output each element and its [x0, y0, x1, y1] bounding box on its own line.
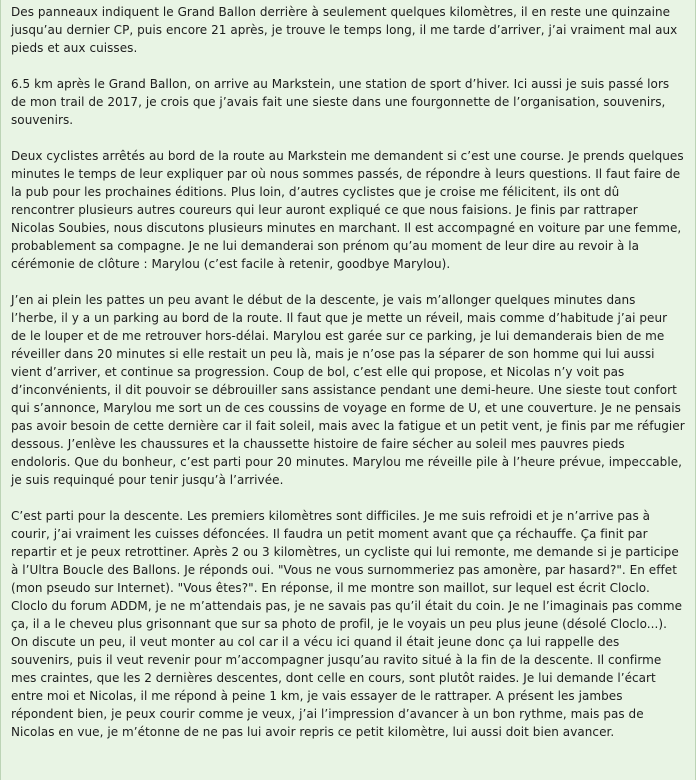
paragraph-cyclists: Deux cyclistes arrêtés au bord de la route au Markstein me demandent si c’est une course. Je prends quelques minutes le temps de leur expliquer par où nous sommes passés, de répondre à leurs questions. Il faut faire de la pub pour les prochaines éditions. Plus loin, d’autres cyclistes que je croise me félicitent, ils ont dû rencontrer plusieurs autres coureurs qui leur auront expliqué ce que nous faisions. Je finis par rattraper Nicolas Soubies, nous discutons plusieurs minutes en marchant. Il est accompagné en voiture par une femme, probablement sa compagne. Je ne lui demanderai son prénom qu’au moment de leur dire au revoir à la cérémonie de clôture : Marylou (c’est facile à retenir, goodbye Marylou). — [11, 149, 684, 271]
paragraph-grand-ballon: Des panneaux indiquent le Grand Ballon derrière à seulement quelques kilomètres, il en reste une quinzaine jusqu’au dernier CP, puis encore 21 après, je trouve le temps long, il me tarde d’arriver, j’ai vraiment mal aux pieds et aux cuisses. — [11, 5, 678, 55]
article-body — [1, 0, 695, 741]
paragraph-descent: C’est parti pour la descente. Les premiers kilomètres sont difficiles. Je me suis refroidi et je n’arrive pas à courir, j’ai vraiment les cuisses défoncées. Il faudra un petit moment avant que ça réchauffe. Ça finit par repartir et je peux retrottiner. Après 2 ou 3 kilomètres, un cycliste qui lui remonte, me demande si je participe à l’Ultra Boucle des Ballons. Je réponds oui. "Vous ne vous surnommeriez pas amonère, par hasard?". En effet (mon pseudo sur Internet). "Vous êtes?". En réponse, il me montre son maillot, sur lequel est écrit Cloclo. Cloclo du forum ADDM, je ne m’attendais pas, je ne savais pas qu’il était du coin. Je ne l’imaginais pas comme ça, il a le cheveu plus grisonnant que sur sa photo de profil, je le voyais un peu plus jeune (désolé Cloclo...). On discute un peu, il veut monter au col car il a vécu ici quand il était jeune donc ça lui rappelle des souvenirs, puis il veut revenir pour m’accompagner jusqu’au ravito situé à la fin de la descente. Il confirme mes craintes, que les 2 dernières descentes, dont celle en cours, sont plutôt raides. Je lui demande l’écart entre moi et Nicolas, il me répond à peine 1 km, je vais essayer de le rattraper. A présent les jambes répondent bien, je peux courir comme je veux, j’ai l’impression d’avancer à un bon rythme, mais pas de Nicolas en vue, je m’étonne de ne pas lui avoir repris ce petit kilomètre, lui aussi doit bien avancer. — [11, 509, 683, 739]
paragraph-nap: J’en ai plein les pattes un peu avant le début de la descente, je vais m’allonger quelques minutes dans l’herbe, il y a un parking au bord de la route. Il faut que je mette un réveil, mais comme d’habitude j’ai peur de le louper et de me retrouver hors-délai. Marylou est garée sur ce parking, je lui demanderais bien de me réveiller dans 20 minutes si elle restait un peu là, mais je n’ose pas la séparer de son homme qui lui aussi vient d’arriver, et continue sa progression. Coup de bol, c’est elle qui propose, et Nicolas n’y voit pas d’inconvénients, il dit pouvoir se débrouiller sans assistance pendant une demi-heure. Une sieste tout confort qui s’annonce, Marylou me sort un de ces coussins de voyage en forme de U, et une couverture. Je ne pensais pas avoir besoin de cette dernière car il fait soleil, mais avec la fatigue et un petit vent, je finis par me réfugier dessous. J’enlève les chaussures et la chaussette histoire de faire sécher au soleil mes pauvres pieds endoloris. Que du bonheur, c’est parti pour 20 minutes. Marylou me réveille pile à l’heure prévue, impeccable, je suis requinqué pour tenir jusqu’à l’arrivée. — [11, 293, 685, 487]
paragraph-markstein: 6.5 km après le Grand Ballon, on arrive au Markstein, une station de sport d’hiver. Ici aussi je suis passé lors de mon trail de 2017, je crois que j’avais fait une sieste dans une fourgonnette de l’organisation, souvenirs, souvenirs. — [11, 77, 670, 127]
